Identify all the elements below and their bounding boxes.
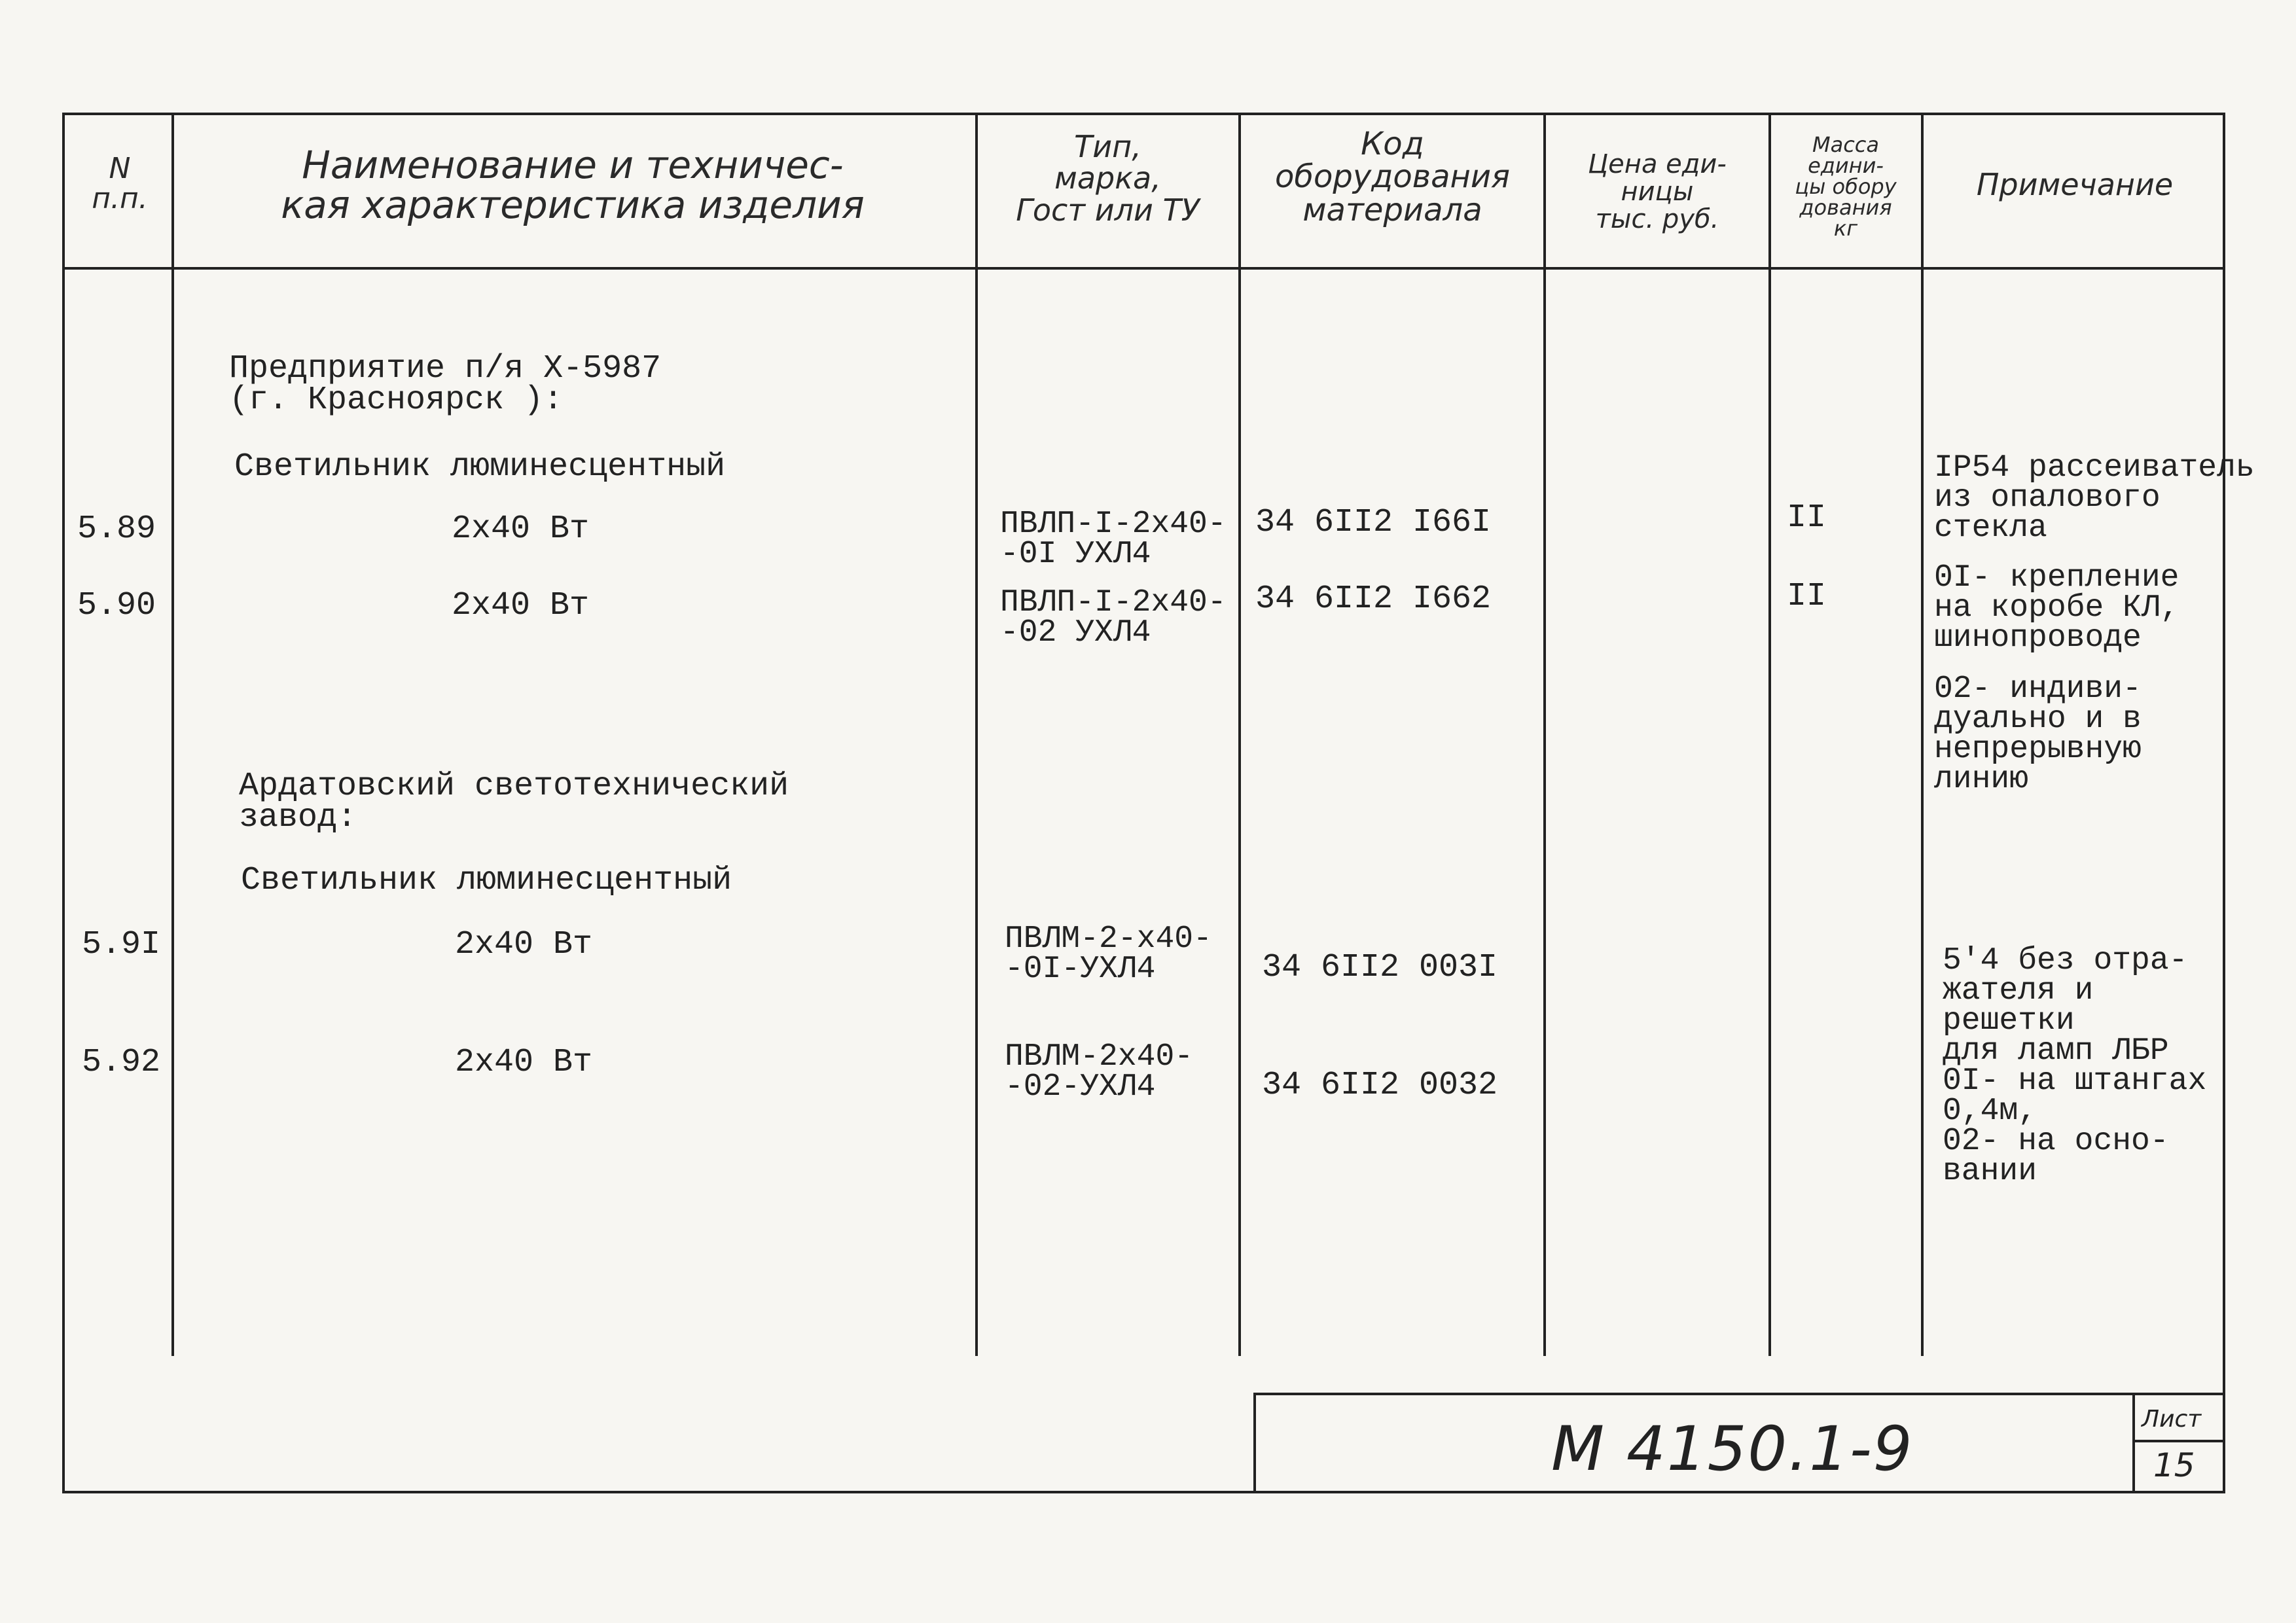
row-5-90-code: 34 6II2 I662	[1255, 580, 1492, 618]
row-5-91-name: 2х40 Вт	[455, 926, 593, 963]
col-sep-2	[975, 113, 978, 1356]
row-5-91-num: 5.9I	[82, 926, 161, 963]
col-sep-3	[1238, 113, 1241, 1356]
col-sep-1	[171, 113, 174, 1356]
row-5-89-code: 34 6II2 I66I	[1255, 504, 1492, 541]
product-fluorescent-2: Светильник люминесцентный	[241, 862, 732, 899]
header-price: Цена еди- ницы тыс. руб.	[1588, 149, 1727, 234]
row-5-89-num: 5.89	[77, 510, 156, 548]
maker-ardatov: Ардатовский светотехнический завод:	[239, 768, 789, 836]
stamp-top-border	[1253, 1393, 2225, 1395]
col-sep-4	[1543, 113, 1546, 1356]
frame-bottom-border	[62, 1491, 2225, 1493]
row-5-92-type: ПВЛМ-2х40- -02-УХЛ4	[1005, 1039, 1194, 1105]
row-5-89-mass: II	[1787, 499, 1827, 537]
row-5-91-type: ПВЛМ-2-х40- -0I-УХЛ4	[1005, 921, 1212, 987]
maker-krasnoyarsk: Предприятие п/я Х-5987 (г. Красноярск ):	[229, 350, 662, 419]
header-type: Тип, марка, Гост или ТУ	[1016, 129, 1200, 228]
sheet-label: Лист	[2142, 1406, 2202, 1433]
header-bottom-border	[62, 267, 2225, 270]
row-5-89-type: ПВЛП-I-2х40- -0I УХЛ4	[1000, 507, 1227, 572]
sheet-number: 15	[2153, 1446, 2195, 1484]
col-sep-6	[1921, 113, 1924, 1356]
header-code: Код оборудования материала	[1275, 126, 1510, 228]
product-fluorescent-1: Светильник люминесцентный	[234, 448, 726, 486]
frame-right-border	[2223, 113, 2225, 1493]
header-name: Наименование и техничес- кая характеристика изделия	[281, 143, 865, 227]
col-sep-5	[1768, 113, 1771, 1356]
row-5-92-num: 5.92	[82, 1044, 161, 1081]
header-note: Примечание	[1976, 167, 2174, 202]
document-code: М 4150.1-9	[1551, 1414, 1914, 1485]
stamp-left-border	[1253, 1393, 1256, 1492]
row-5-90-type: ПВЛП-I-2х40- -02 УХЛ4	[1000, 585, 1227, 651]
frame-left-border	[62, 113, 65, 1493]
row-5-92-code: 34 6II2 0032	[1262, 1067, 1498, 1104]
stamp-sheet-sep	[2132, 1393, 2135, 1492]
note-ip54: IP54 рассеиватель из опалового стекла	[1934, 450, 2255, 546]
header-mass: Масса едини- цы обору дования кг	[1795, 132, 1897, 241]
stamp-sheet-divider	[2132, 1440, 2225, 1442]
table-top-border	[62, 113, 2225, 115]
row-5-89-name: 2х40 Вт	[452, 510, 590, 548]
row-5-91-code: 34 6II2 003I	[1262, 949, 1498, 986]
row-5-90-num: 5.90	[77, 587, 156, 624]
row-5-90-mass: II	[1787, 578, 1827, 615]
row-5-92-name: 2х40 Вт	[455, 1044, 593, 1081]
header-number: N п.п.	[92, 152, 148, 216]
note-mount-02: 02- индиви- дуально и в непрерывную линию	[1934, 671, 2142, 797]
note-lbr-lamps: 5'4 без отра- жателя и решетки для ламп ЛБР 0I- на штангах 0,4м, 02- на осно- вании	[1943, 943, 2207, 1189]
row-5-90-name: 2х40 Вт	[452, 587, 590, 624]
note-mount-01: 0I- крепление на коробе КЛ, шинопроводе	[1934, 560, 2179, 656]
